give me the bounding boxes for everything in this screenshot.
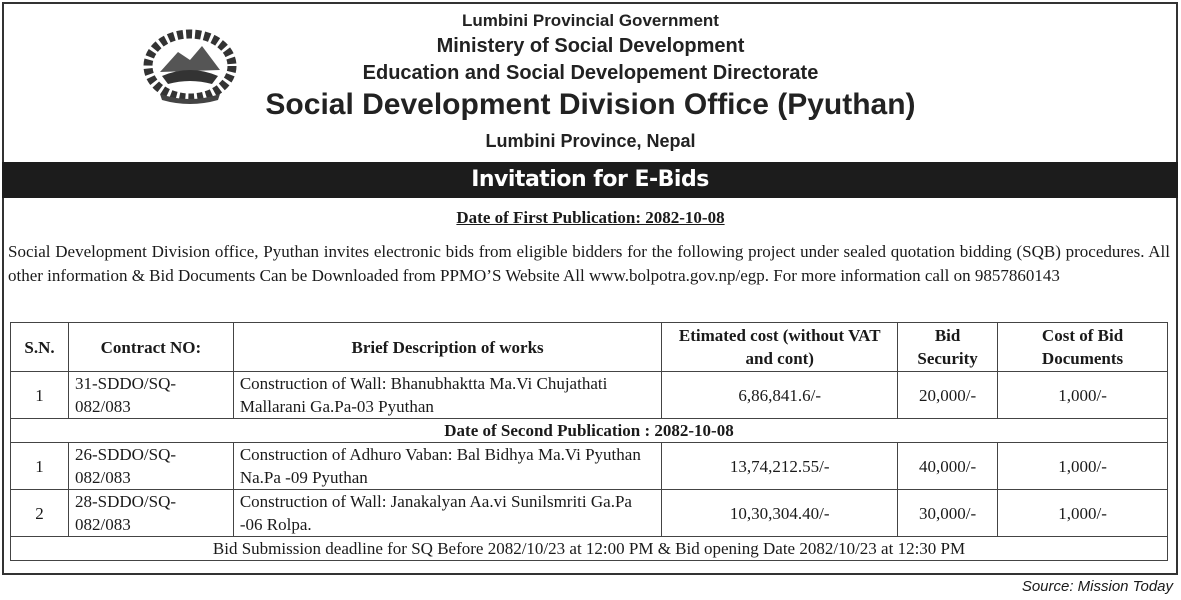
col-header: Cost of Bid Documents xyxy=(998,323,1168,372)
table-row xyxy=(11,372,1168,419)
doc-cost-cell: 1,000/- xyxy=(998,490,1168,537)
cost-cell: 10,30,304.40/- xyxy=(662,490,898,537)
header-line-5: Lumbini Province, Nepal xyxy=(485,131,696,151)
cost-cell: 6,86,841.6/- xyxy=(662,372,898,419)
deadline-text: Bid Submission deadline for SQ Before 2082/10/23 at 12:00 PM & Bid opening Date 2082/10/23 at 12:30 PM xyxy=(11,537,1168,561)
table-row xyxy=(11,443,1168,490)
description-cell: Construction of Wall: Bhanubhaktta Ma.Vi Chujathati Mallarani Ga.Pa-03 Pyuthan xyxy=(233,372,661,419)
footer-row xyxy=(11,537,1168,561)
description-cell: Construction of Adhuro Vaban: Bal Bidhya Ma.Vi Pyuthan Na.Pa -09 Pyuthan xyxy=(233,443,661,490)
sn-cell: 2 xyxy=(11,490,69,537)
bid-table xyxy=(10,322,1168,561)
description-cell: Construction of Wall: Janakalyan Aa.vi Sunilsmriti Ga.Pa -06 Rolpa. xyxy=(233,490,661,537)
col-header: Bid Security xyxy=(898,323,998,372)
section-row xyxy=(11,419,1168,443)
contract-cell: 26-SDDO/SQ-082/083 xyxy=(68,443,233,490)
col-header: Contract NO: xyxy=(68,323,233,372)
source-credit: Source: Mission Today xyxy=(1021,578,1173,595)
security-cell: 30,000/- xyxy=(898,490,998,537)
contract-cell: 28-SDDO/SQ-082/083 xyxy=(68,490,233,537)
header-line-1: Lumbini Provincial Government xyxy=(462,11,719,30)
banner-title: Invitation for E-Bids xyxy=(2,162,1178,198)
doc-cost-cell: 1,000/- xyxy=(998,372,1168,419)
col-header: Brief Description of works xyxy=(233,323,661,372)
header-line-2: Ministery of Social Development xyxy=(436,35,745,57)
col-header: S.N. xyxy=(11,323,69,372)
security-cell: 20,000/- xyxy=(898,372,998,419)
sn-cell: 1 xyxy=(11,443,69,490)
cost-cell: 13,74,212.55/- xyxy=(662,443,898,490)
first-publication-date: Date of First Publication: 2082-10-08 xyxy=(456,208,725,227)
security-cell: 40,000/- xyxy=(898,443,998,490)
table-row xyxy=(11,490,1168,537)
header-line-3: Education and Social Developement Directorate xyxy=(362,62,819,84)
intro-paragraph: Social Development Division office, Pyuthan invites electronic bids from eligible bidders for the following project under sealed quotation bidding (SQB) procedures. All other information & Bid Documents Can be Downloaded from PPMO’S Website All www.bolpotra.gov.np/egp. For more information call on 9857860143 xyxy=(8,242,1170,285)
col-header: Etimated cost (without VAT and cont) xyxy=(662,323,898,372)
sn-cell: 1 xyxy=(11,372,69,419)
second-publication-date: Date of Second Publication : 2082-10-08 xyxy=(11,419,1168,443)
office-title: Social Development Division Office (Pyuthan) xyxy=(265,88,916,121)
doc-cost-cell: 1,000/- xyxy=(998,443,1168,490)
contract-cell: 31-SDDO/SQ-082/083 xyxy=(68,372,233,419)
table-header-row xyxy=(11,323,1168,372)
